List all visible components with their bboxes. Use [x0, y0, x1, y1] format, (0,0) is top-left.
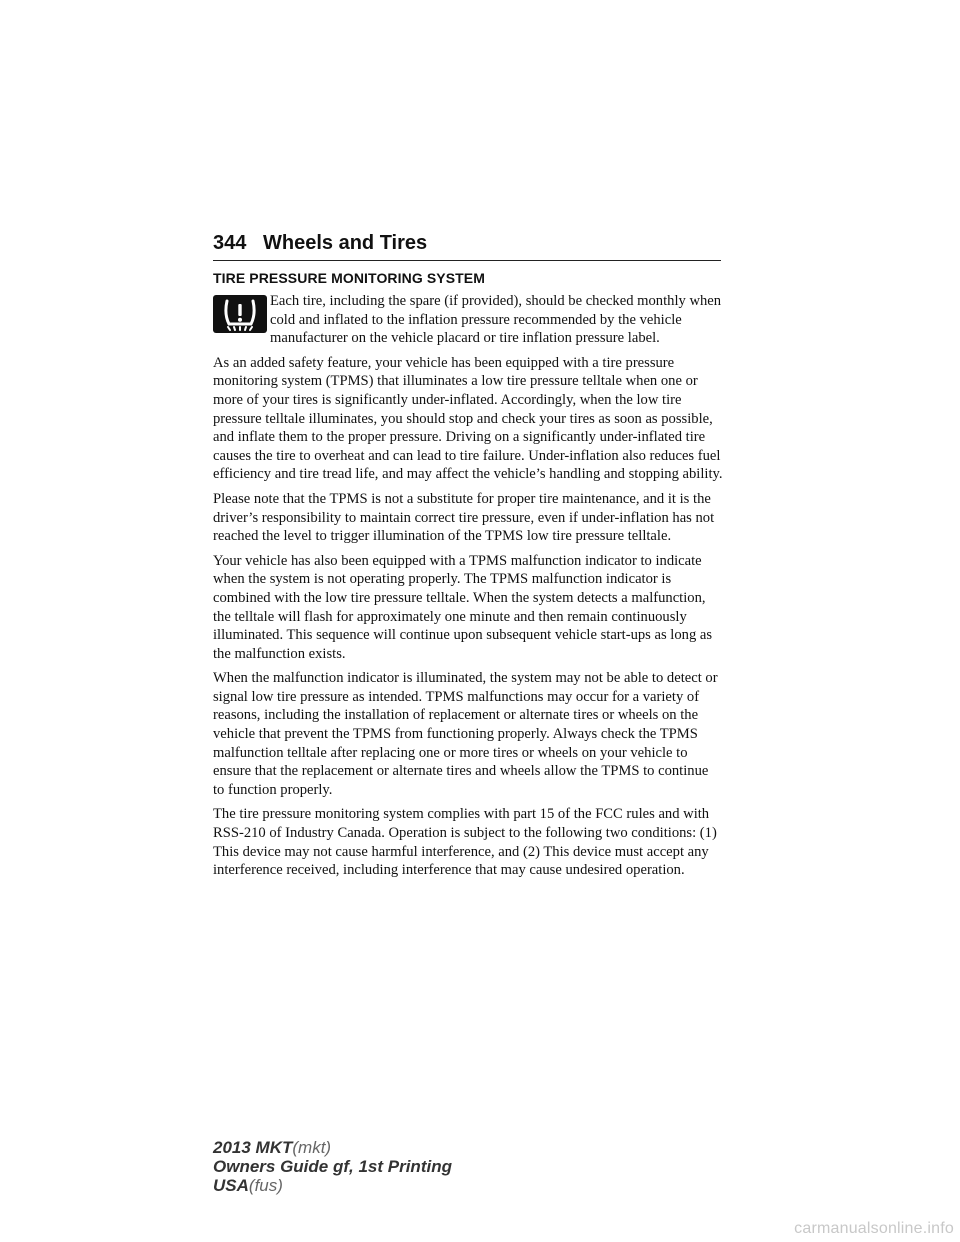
page-header: [213, 230, 721, 261]
paragraph-2: As an added safety feature, your vehicle has been equipped with a tire pressure monitoring system (TPMS) that illuminates a low tire pressure telltale when one or more of your tires is significantly under-inflated. Accordingly, when the low tire pressure telltale illuminates, you should stop and check your tires as soon as possible, and inflate them to the proper pressure. Driving on a significantly under-inflated tire causes the tire to overheat and can lead to tire failure. Under-inflation also reduces fuel efficiency and tire tread life, and may affect the vehicle’s handling and stopping ability.: [213, 354, 723, 483]
page-number: 344: [213, 232, 247, 254]
footer-guide: Owners Guide gf, 1st Printing: [213, 1157, 452, 1176]
paragraph-1: [213, 292, 723, 348]
paragraph-text: Each tire, including the spare (if provided), should be checked monthly when cold and inflated to the inflation pressure recommended by the vehicle manufacturer on the vehicle placard or tire inflation pressure label.: [270, 293, 722, 347]
paragraph-3: Please note that the TPMS is not a substitute for proper tire maintenance, and it is the driver’s responsibility to maintain correct tire pressure, even if under-inflation has not reached the level to trigger illumination of the TPMS low tire pressure telltale.: [213, 490, 715, 545]
footer-line-market: [213, 1176, 452, 1195]
paragraph-4: Your vehicle has also been equipped with a TPMS malfunction indicator to indicate when the system is not operating properly. The TPMS malfunction indicator is combined with the low tire pressure telltale. When the system detects a malfunction, the telltale will flash for approximately one minute and then remain continuously illuminated. This sequence will continue upon subsequent vehicle start-ups as long as the malfunction exists.: [213, 552, 713, 662]
section-heading: TIRE PRESSURE MONITORING SYSTEM: [213, 270, 485, 286]
chapter-title: Wheels and Tires: [263, 232, 428, 254]
document-footer: [213, 1138, 452, 1195]
watermark: carmanualsonline.info: [794, 1220, 954, 1237]
footer-model: 2013 MKT: [213, 1138, 293, 1157]
footer-market: USA: [213, 1176, 249, 1195]
footer-model-code: (mkt): [292, 1138, 332, 1157]
paragraph-6: The tire pressure monitoring system complies with part 15 of the FCC rules and with RSS-210 of Industry Canada. Operation is subject to the following two conditions: (1) This device may not cause harmful interference, and (2) This device must accept any interference received, including interference that may cause undesired operation.: [213, 806, 717, 879]
footer-line-model: [213, 1138, 452, 1157]
paragraph-5: When the malfunction indicator is illuminated, the system may not be able to detect or signal low tire pressure as intended. TPMS malfunctions may occur for a variety of reasons, including the installation of replacement or alternate tires or wheels on the vehicle that prevent the TPMS from functioning properly. Always check the TPMS malfunction telltale after replacing one or more tires or wheels on your vehicle to ensure that the replacement or alternate tires and wheels allow the TPMS to continue to function properly.: [213, 670, 718, 798]
body-text: [213, 292, 723, 886]
footer-market-code: (fus): [248, 1176, 283, 1195]
